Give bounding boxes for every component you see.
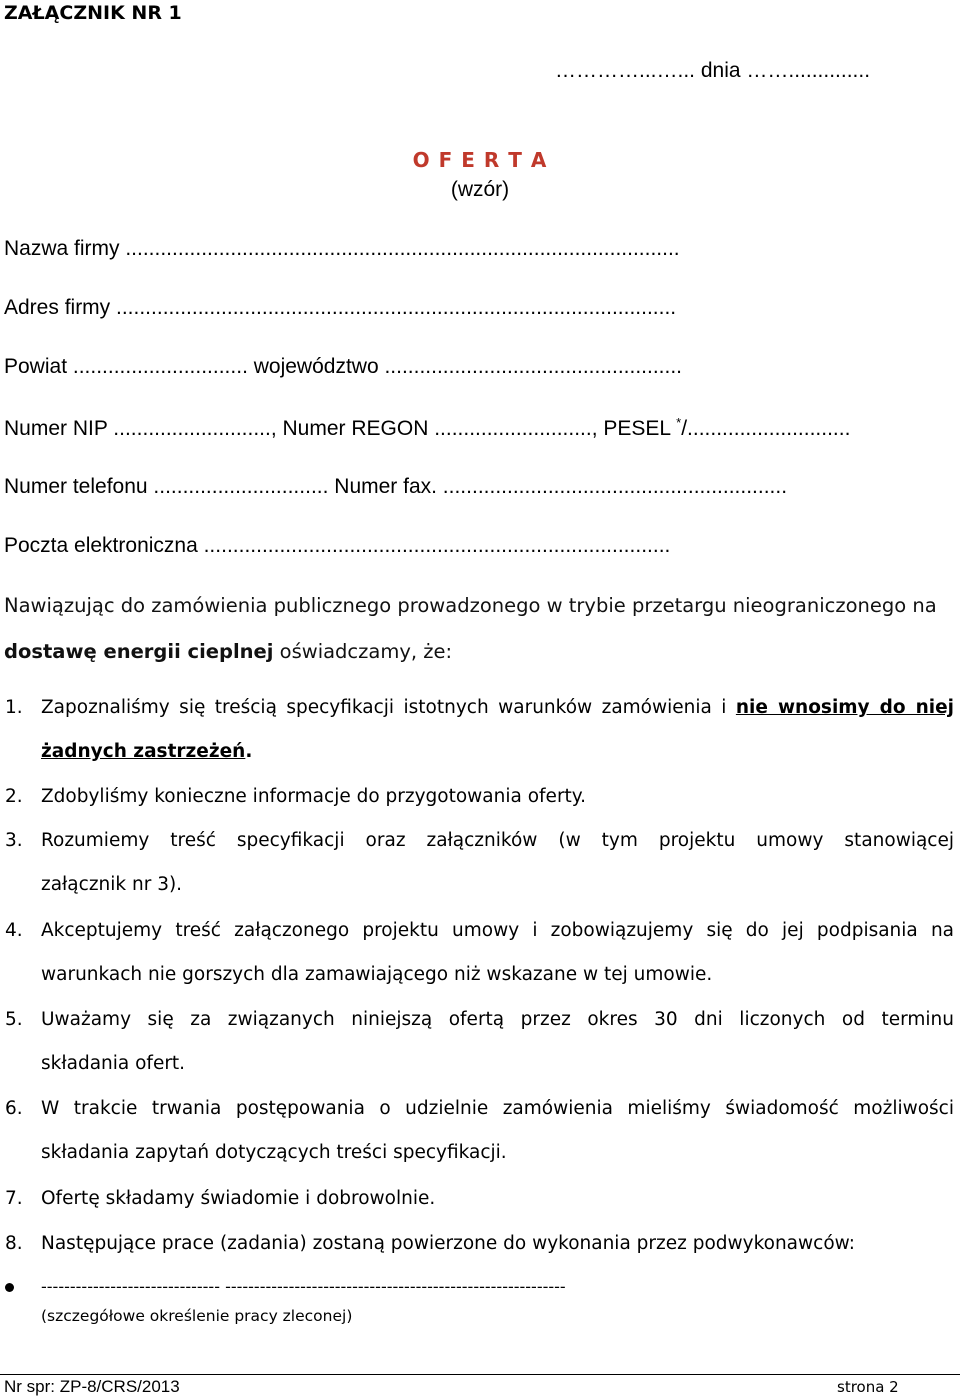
list-number: 5. [5, 1009, 23, 1030]
intro-line-1: Nawiązując do zamówienia publicznego prowadzonego w trybie przetargu nieograniczonego na [4, 594, 937, 617]
item-underlined: żadnych zastrzeżeń [41, 741, 246, 762]
footer-divider [0, 1374, 960, 1375]
intro-line-2 [4, 640, 452, 663]
list-number: 4. [5, 920, 23, 941]
subcontract-blank-line: ------------------------------- ----------------------------------------------------------- [41, 1277, 566, 1296]
list-item-continuation [41, 741, 252, 762]
company-address-field: Adres firmy ................................................................................................ [4, 296, 677, 319]
item-text: Zapoznaliśmy się treścią specyfikacji istotnych warunków zamówienia i [41, 697, 736, 718]
phone-fax-field: Numer telefonu .............................. Numer fax. ........................................................... [4, 475, 788, 498]
list-item: Akceptujemy treść załączonego projektu umowy i zobowiązujemy się do jej podpisania na [41, 920, 954, 941]
footer-page-number: strona 2 [837, 1378, 899, 1396]
attachment-title: ZAŁĄCZNIK NR 1 [4, 2, 182, 24]
list-number: 3. [5, 830, 23, 851]
company-name-field: Nazwa firmy ............................................................................................... [4, 237, 680, 260]
list-number: 8. [5, 1233, 23, 1254]
subject-bold: dostawę energii cieplnej [4, 640, 274, 663]
list-number: 2. [5, 786, 23, 807]
date-line: …………...…... dnia …….............. [555, 59, 871, 82]
nip-regon-pesel-field [4, 415, 850, 441]
footer-case-number: Nr spr: ZP-8/CRS/2013 [4, 1377, 180, 1396]
item-underlined: nie wnosimy do niej [735, 697, 954, 718]
list-item: Następujące prace (zadania) zostaną powierzone do wykonania przez podwykonawców: [41, 1233, 855, 1254]
email-field: Poczta elektroniczna ................................................................................ [4, 534, 671, 557]
bullet-icon [5, 1283, 14, 1292]
list-item: Ofertę składamy świadomie i dobrowolnie. [41, 1188, 436, 1209]
list-item-continuation: załącznik nr 3). [41, 874, 183, 895]
list-number: 1. [5, 697, 23, 718]
list-item-continuation: składania ofert. [41, 1053, 186, 1074]
item-text: . [245, 741, 253, 762]
list-item [41, 697, 954, 718]
subcontract-detail-label: (szczegółowe określenie pracy zleconej) [41, 1307, 353, 1325]
list-number: 6. [5, 1098, 23, 1119]
list-item: W trakcie trwania postępowania o udzielnie zamówienia mieliśmy świadomość możliwości [41, 1098, 954, 1119]
list-item-continuation: składania zapytań dotyczących treści specyfikacji. [41, 1142, 507, 1163]
footnote-star: * [676, 415, 682, 430]
list-item: Rozumiemy treść specyfikacji oraz załączników (w tym projektu umowy stanowiącej [41, 830, 954, 851]
list-item: Zdobyliśmy konieczne informacje do przygotowania oferty. [41, 786, 586, 807]
list-item: Uważamy się za związanych niniejszą ofertą przez okres 30 dni liczonych od terminu [41, 1009, 954, 1030]
list-item-continuation: warunkach nie gorszych dla zamawiającego niż wskazane w tej umowie. [41, 964, 713, 985]
intro-rest: oświadczamy, że: [273, 640, 453, 663]
offer-title: O F E R T A [412, 148, 548, 172]
pesel-dots: /............................ [681, 417, 851, 440]
offer-subtitle: (wzór) [450, 178, 510, 201]
powiat-field: Powiat .............................. województwo ................................................... [4, 355, 683, 378]
nip-regon-text: Numer NIP ..........................., Numer REGON ..........................., PESEL [4, 417, 677, 440]
list-number: 7. [5, 1188, 23, 1209]
